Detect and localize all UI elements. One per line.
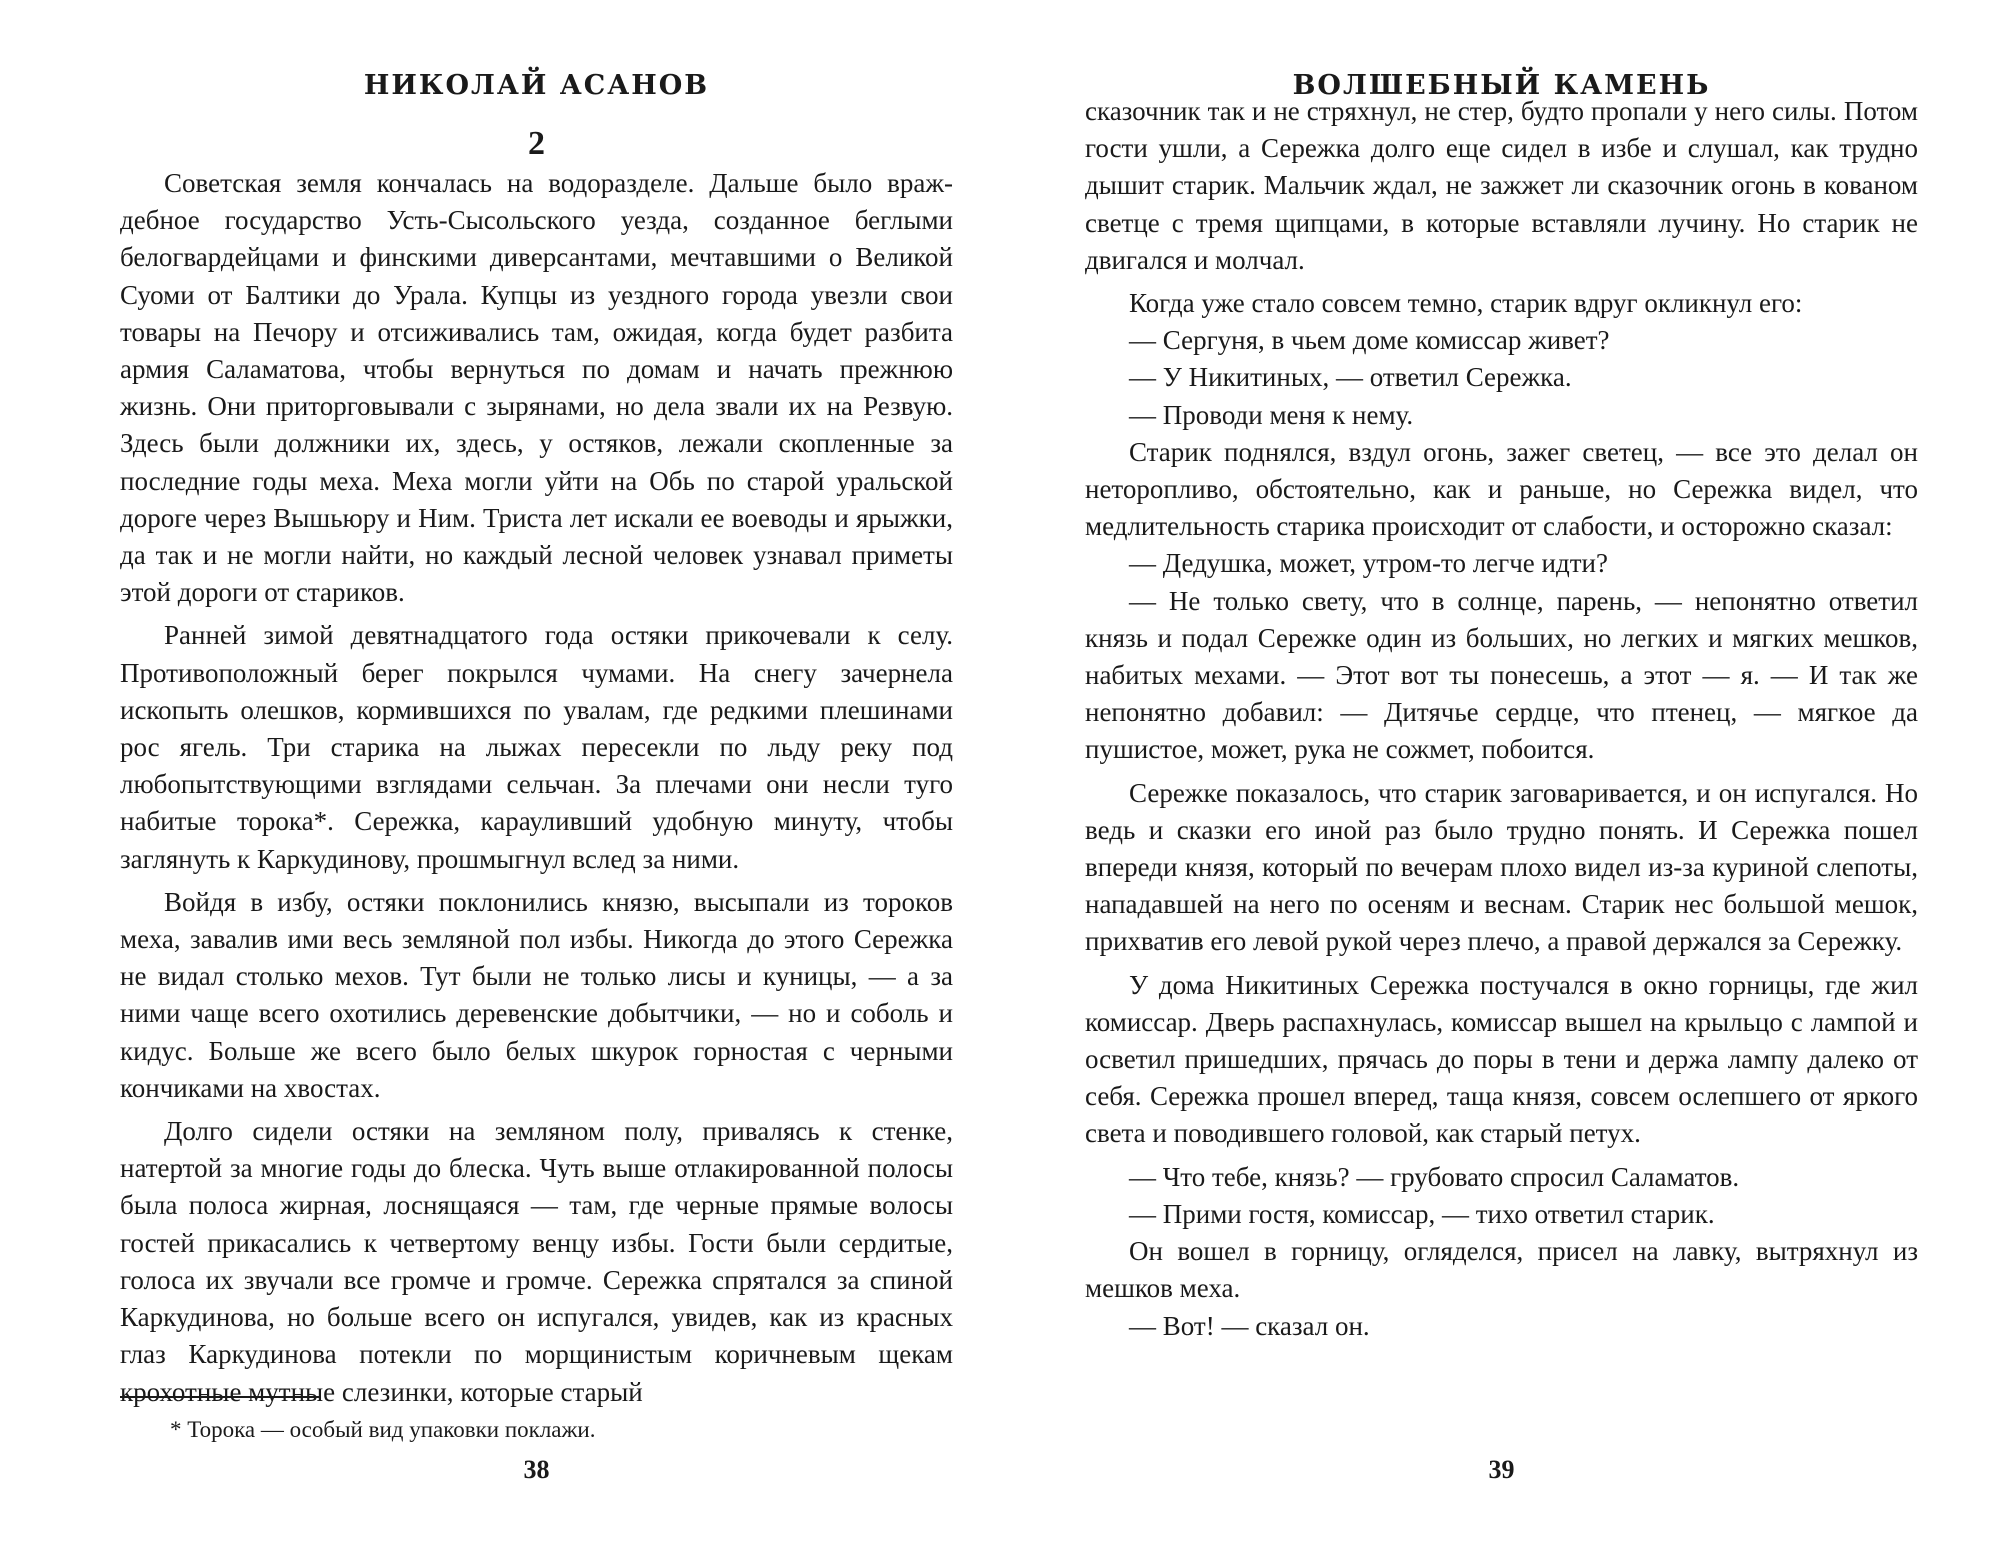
running-head-title: ВОЛШЕБНЫЙ КАМЕНЬ	[1292, 70, 1711, 101]
left-body-text	[120, 165, 953, 1417]
dialog-line: — У Никитиных, — ответил Сережка.	[1129, 362, 1572, 393]
paragraph: Советская земля кончалась на водоразделе. Дальше было враждебное государство Усть-Сысольского уезда, созданное беглыми белогвардейцами и финскими диверсантами, мечтавшими о Великой Суоми от Балтики до Урала. Купцы из уездного города увезли свои товары на Печору и отсиживались там, ожидая, когда будет разбита армия Саламатова, чтобы вернуться по домам и начать прежнюю жизнь. Они приторговывали с зырянами, но дела звали их на Резвую. Здесь были должники их, здесь, у остяков, лежали скопленные за последние годы меха. Меха могли уйти на Обь по старой уральской дороге через Вышьюру и Ним. Триста лет искали ее воеводы и ярыжки, да так и не могли найти, но каждый лесной человек узнавал приметы этой дороги от стариков.	[120, 168, 953, 608]
paragraph: Долго сидели остяки на земляном полу, привалясь к стенке, натертой за многие годы до блеска. Чуть выше отлакированной полосы была полоса жирная, лоснящаяся — там, где черные прямые волосы гостей прикасались к четвертому венцу избы. Гости были сердитые, голоса их звучали все громче и громче. Сережка спрятался за спиной Каркудинова, но больше всего он испугался, увидев, как из красных глаз Каркудинова потекли по морщинистым коричневым щекам крохотные мутные слезинки, которые старый	[120, 1116, 953, 1407]
chapter-number: 2	[528, 125, 545, 162]
dialog-line: — Вот! — сказал он.	[1129, 1310, 1370, 1341]
page-number-right: 39	[1488, 1455, 1515, 1484]
running-head-author: НИКОЛАЙ АСАНОВ	[363, 70, 710, 101]
right-body-text	[1085, 93, 1918, 1345]
page-number-left: 38	[523, 1455, 550, 1484]
paragraph: У дома Никитиных Сережка постучался в окно горницы, где жил комиссар. Дверь распахнулась, комиссар вышел на крыльцо с лампой и осветил пришедших, прячась до поры в тени и держа лампу далеко от себя. Сережка прошел вперед, таща князя, совсем ослепшего от яркого света и поводившего головой, как старый петух.	[1085, 969, 1918, 1149]
paragraph: Ранней зимой девятнадцатого года остяки прикочевали к селу. Противоположный берег покрылся чумами. На снегу зачернела ископыть олешков, кормившихся по увалам, где редкими плешинами рос ягель. Три старика на лыжах пересекли по льду реку под любопытствующими взглядами сельчан. За плечами они несли туго набитые торока*. Сережка, карауливший удобную минуту, чтобы заглянуть к Каркудинову, прошмыгнул вслед за ними.	[120, 620, 953, 874]
paragraph: Войдя в избу, остяки поклонились князю, высыпали из тороков меха, завалив ими весь земляной пол избы. Никогда до этого Сережка не видал столько мехов. Тут были не только лисы и куницы, — а за ними чаще всего охотились деревенские добытчики, — но и соболь и кидус. Больше же всего было белых шкурок горностая с черными кончиками на хвостах.	[120, 886, 953, 1103]
paragraph: Когда уже стало совсем темно, старик вдруг окликнул его:	[1129, 288, 1803, 319]
dialog-line: — Не только свету, что в солнце, парень, — непонятно ответил князь и подал Сережке один из больших, но легких и мягких мешков, набитых мехами. — Этот вот ты понесешь, а этот — я. — И так же непонятно добавил: — Дитячье сердце, что птенец, — мягкое да пушистое, может, рука не сожмет, побоится.	[1085, 585, 1918, 765]
paragraph: Старик поднялся, вздул огонь, зажег светец, — все это делал он неторопливо, обстоятельно, как и раньше, но Сережка видел, что медлительность старика происходит от слабости, и осторожно сказал:	[1085, 436, 1918, 542]
dialog-line: — Сергуня, в чьем доме комиссар живет?	[1129, 325, 1610, 356]
paragraph: Сережке показалось, что старик заговаривается, и он испугался. Но ведь и сказки его иной раз было трудно понять. И Сережка пошел впереди князя, который по вечерам плохо видел из-за куриной слепоты, нападавшей на него по осеням и веснам. Старик нес большой мешок, прихватив его левой рукой через плечо, а правой держался за Сережку.	[1085, 777, 1918, 957]
footnote-divider	[120, 1396, 320, 1398]
right-page	[1000, 0, 2000, 1557]
dialog-line: — Прими гостя, комиссар, — тихо ответил старик.	[1129, 1198, 1715, 1229]
dialog-line: — Дедушка, может, утром-то легче идти?	[1129, 548, 1608, 579]
dialog-line: — Что тебе, князь? — грубовато спросил Саламатов.	[1129, 1161, 1740, 1192]
footnote: * Торока — особый вид упаковки поклажи.	[170, 1417, 596, 1442]
paragraph: Он вошел в горницу, огляделся, присел на лавку, вытряхнул из мешков меха.	[1085, 1236, 1918, 1304]
dialog-line: — Проводи меня к нему.	[1129, 399, 1414, 430]
paragraph-continuation: сказочник так и не стряхнул, не стер, будто пропали у него силы. Потом гости ушли, а Сережка долго еще сидел в избе и слушал, как трудно дышит старик. Мальчик ждал, не зажжет ли сказочник огонь в кованом светце с тремя щипцами, в которые вставляли лучину. Но старик не двигался и молчал.	[1085, 96, 1918, 275]
